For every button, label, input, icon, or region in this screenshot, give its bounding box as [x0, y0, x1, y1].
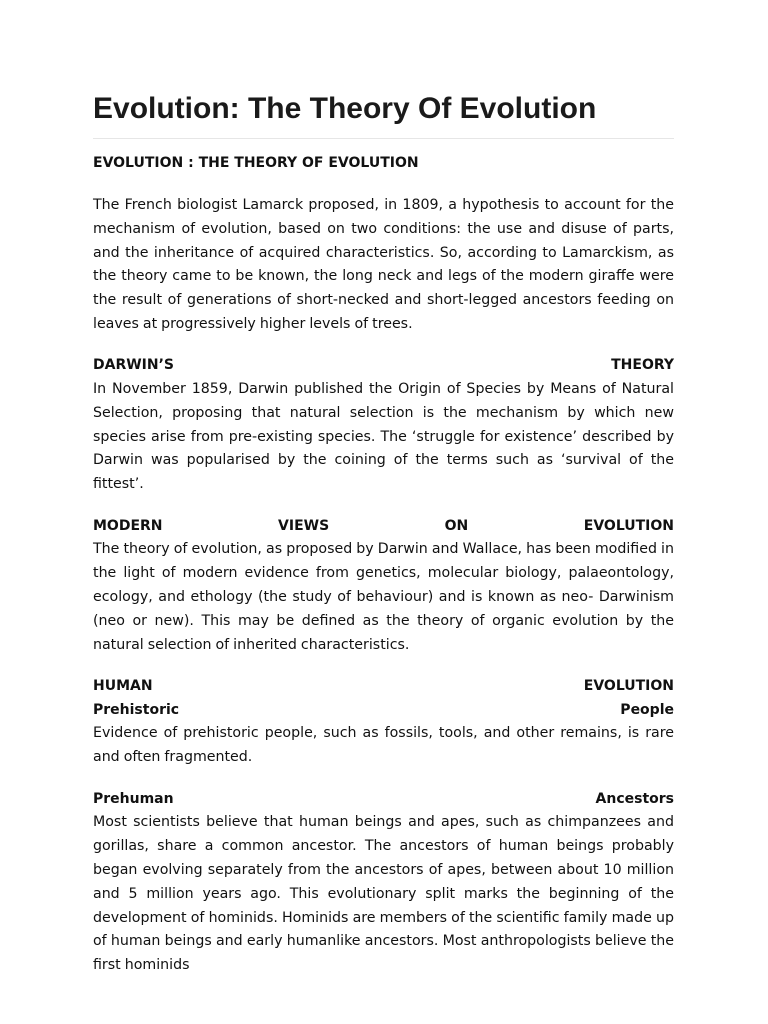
- document-page: [93, 0, 674, 974]
- prehuman-ancestors-heading: Prehuman Ancestors: [93, 790, 674, 807]
- modern-views-heading: MODERN VIEWS ON EVOLUTION: [93, 517, 674, 534]
- page-title: Evolution: The Theory Of Evolution: [93, 92, 597, 125]
- darwin-heading: DARWIN’S THEORY: [93, 357, 674, 374]
- prehuman-text-clip: [93, 811, 674, 974]
- prehistoric-people-heading: Prehistoric People: [93, 701, 674, 718]
- modern-views-paragraph: The theory of evolution, as proposed by Darwin and Wallace, has been modified in the light of modern evidence from genetics, molecular biology, palaeontology, ecology, and ethology (the study of behaviour) and is known as neo- Darwinism (neo or new). This may be defined as the theory of organic evolution by the natural selection of inherited characteristics.: [93, 541, 674, 653]
- prehistoric-people-paragraph: Evidence of prehistoric people, such as fossils, tools, and other remains, is rare and often fragmented.: [93, 725, 674, 766]
- intro-paragraph: The French biologist Lamarck proposed, in 1809, a hypothesis to account for the mechanism of evolution, based on two conditions: the use and disuse of parts, and the inheritance of acquired characteristics. So, according to Lamarckism, as the theory came to be known, the long neck and legs of the modern giraffe were the result of generations of short-necked and short-legged ancestors feeding on leaves at progressively higher levels of trees.: [93, 197, 674, 332]
- section-subtitle: EVOLUTION : THE THEORY OF EVOLUTION: [93, 155, 419, 171]
- title-divider: [93, 138, 674, 139]
- human-evolution-heading: HUMAN EVOLUTION: [93, 677, 674, 694]
- darwin-paragraph: In November 1859, Darwin published the Origin of Species by Means of Natural Selection, proposing that natural selection is the mechanism by which new species arise from pre-existing species. The ‘struggle for existence’ described by Darwin was popularised by the coining of the terms such as ‘survival of the fittest’.: [93, 381, 674, 493]
- prehuman-ancestors-paragraph: Most scientists believe that human beings and apes, such as chimpanzees and gorillas, share a common ancestor. The ancestors of human beings probably began evolving separately from the ancestors of apes, between about 10 million and 5 million years ago. This evolutionary split marks the beginning of the development of hominids. Hominids are members of the scientific family made up of human beings and early humanlike ancestors. Most anthropologists believe the first hominids: [93, 814, 674, 974]
